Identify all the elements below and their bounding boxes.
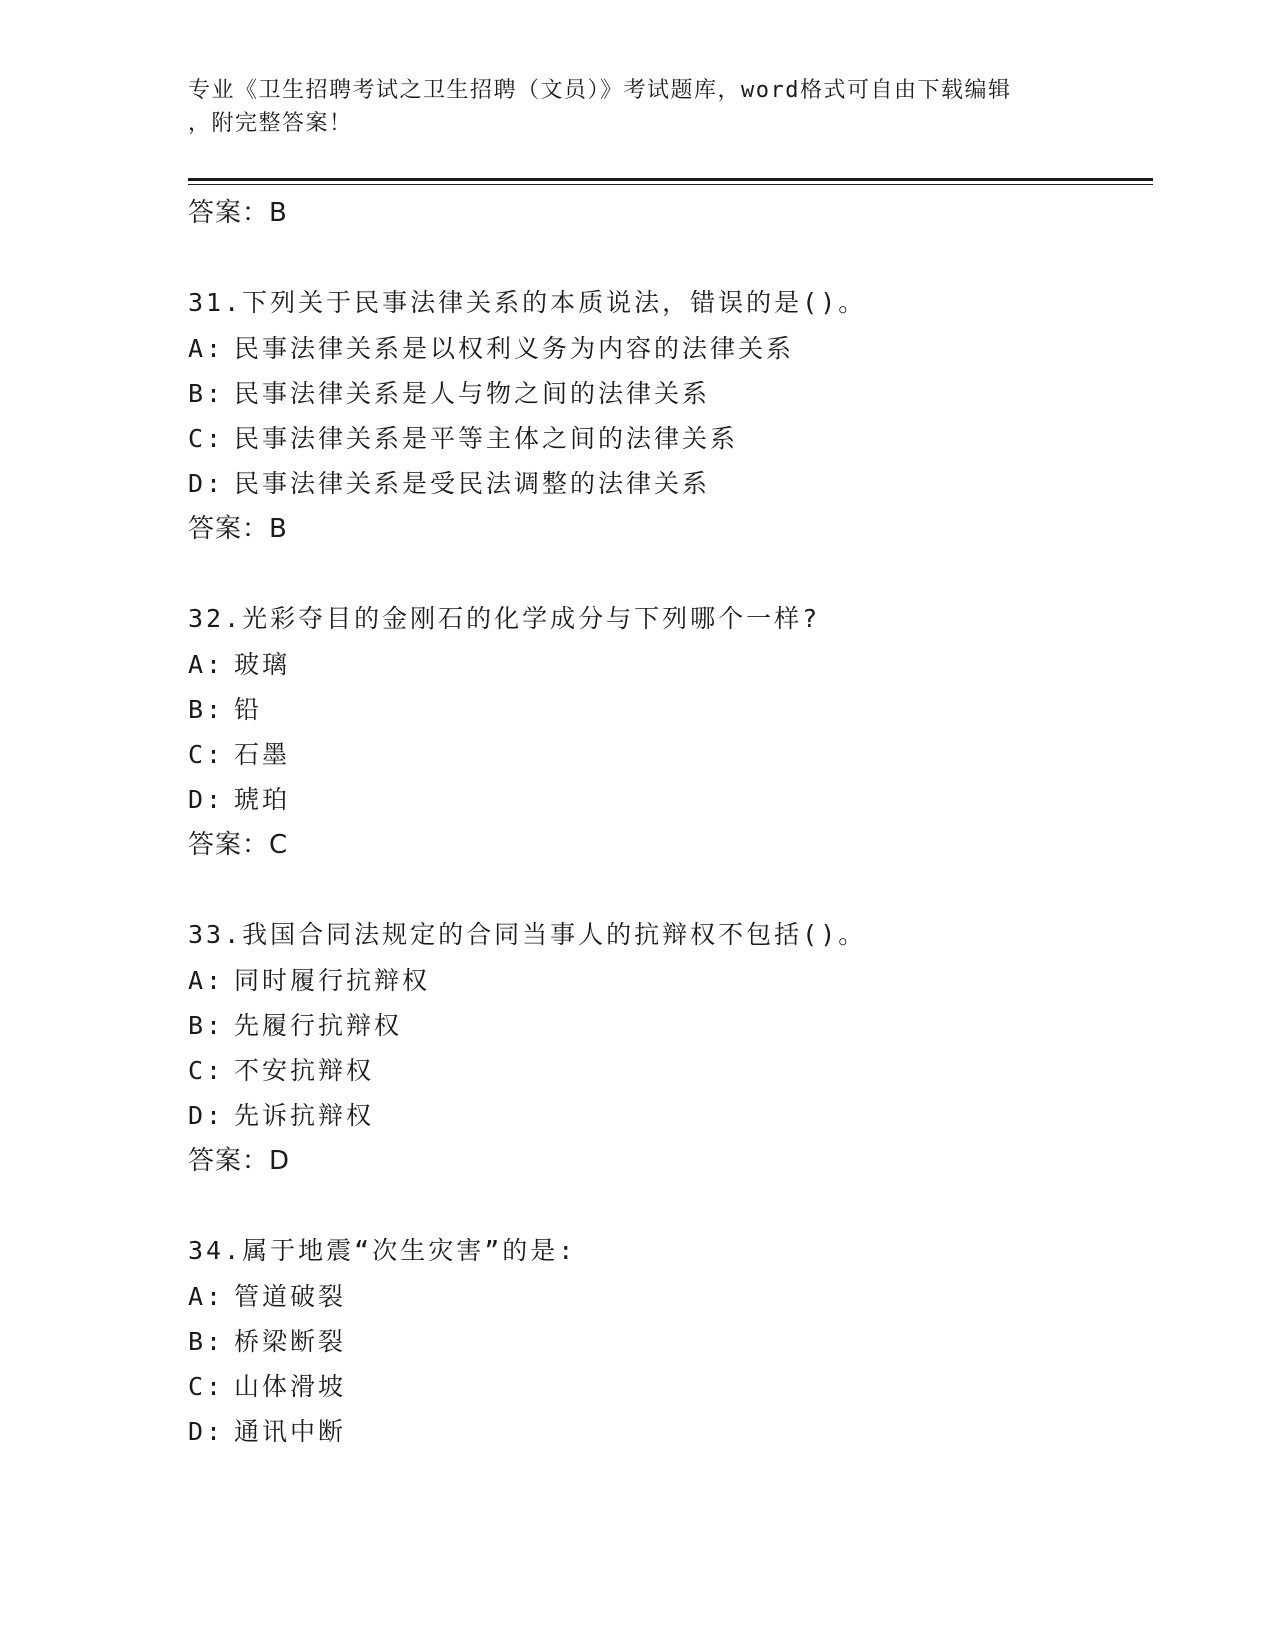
question-text: 32.光彩夺目的金刚石的化学成分与下列哪个一样?: [188, 604, 821, 633]
answer-line: 答案：B: [188, 198, 288, 228]
header-line-1: 专业《卫生招聘考试之卫生招聘（文员）》考试题库，word格式可自由下载编辑: [188, 78, 1012, 103]
answer-line: 答案：C: [188, 830, 289, 860]
option-label: C:: [188, 1056, 225, 1085]
option-label: D:: [188, 785, 225, 814]
option-label: C:: [188, 1372, 225, 1401]
option-item: [188, 687, 1148, 732]
question-text: 31.下列关于民事法律关系的本质说法，错误的是()。: [188, 288, 867, 317]
option-text: 民事法律关系是人与物之间的法律关系: [234, 379, 711, 408]
option-label: D:: [188, 1101, 225, 1130]
header-divider-thick: [188, 178, 1153, 181]
option-label: C:: [188, 740, 225, 769]
option-label: A:: [188, 966, 225, 995]
question-list: [188, 190, 1148, 1454]
option-item: [188, 461, 1148, 506]
option-item: [188, 371, 1148, 416]
question-block: [188, 596, 1148, 868]
option-label: B:: [188, 1011, 225, 1040]
option-item: [188, 732, 1148, 777]
option-text: 同时履行抗辩权: [234, 966, 431, 995]
option-item: [188, 777, 1148, 822]
answer-line: 答案：D: [188, 1146, 291, 1176]
option-text: 民事法律关系是以权利义务为内容的法律关系: [234, 334, 795, 363]
question-block: [188, 280, 1148, 552]
option-text: 民事法律关系是受民法调整的法律关系: [234, 469, 711, 498]
option-item: [188, 1048, 1148, 1093]
option-text: 通讯中断: [234, 1417, 347, 1446]
option-text: 先履行抗辩权: [234, 1011, 403, 1040]
option-item: [188, 1364, 1148, 1409]
option-label: A:: [188, 1282, 225, 1311]
question-text: 34.属于地震“次生灾害”的是:: [188, 1236, 577, 1265]
option-text: 铅: [234, 695, 263, 724]
question-block: [188, 1228, 1148, 1454]
option-text: 玻璃: [234, 650, 291, 679]
spacer: [188, 236, 1148, 280]
option-text: 琥珀: [234, 785, 291, 814]
option-text: 管道破裂: [234, 1282, 347, 1311]
spacer: [188, 1184, 1148, 1228]
option-text: 山体滑坡: [234, 1372, 347, 1401]
option-item: [188, 642, 1148, 687]
document-header: [188, 74, 1088, 140]
question-block: [188, 912, 1148, 1184]
option-label: A:: [188, 650, 225, 679]
option-item: [188, 1003, 1148, 1048]
option-label: B:: [188, 1327, 225, 1356]
option-item: [188, 416, 1148, 461]
option-label: D:: [188, 469, 225, 498]
option-item: [188, 1274, 1148, 1319]
option-label: B:: [188, 695, 225, 724]
option-text: 民事法律关系是平等主体之间的法律关系: [234, 424, 739, 453]
header-line-2: ，附完整答案！: [188, 111, 353, 136]
spacer: [188, 552, 1148, 596]
option-item: [188, 1409, 1148, 1454]
option-label: B:: [188, 379, 225, 408]
option-text: 先诉抗辩权: [234, 1101, 375, 1130]
option-label: A:: [188, 334, 225, 363]
option-item: [188, 1319, 1148, 1364]
header-divider-thin: [188, 184, 1153, 185]
option-label: D:: [188, 1417, 225, 1446]
option-text: 石墨: [234, 740, 291, 769]
option-text: 桥梁断裂: [234, 1327, 347, 1356]
answer-line: 答案：B: [188, 514, 288, 544]
spacer: [188, 868, 1148, 912]
option-item: [188, 958, 1148, 1003]
option-item: [188, 1093, 1148, 1138]
question-text: 33.我国合同法规定的合同当事人的抗辩权不包括()。: [188, 920, 867, 949]
option-item: [188, 326, 1148, 371]
option-text: 不安抗辩权: [234, 1056, 375, 1085]
option-label: C:: [188, 424, 225, 453]
